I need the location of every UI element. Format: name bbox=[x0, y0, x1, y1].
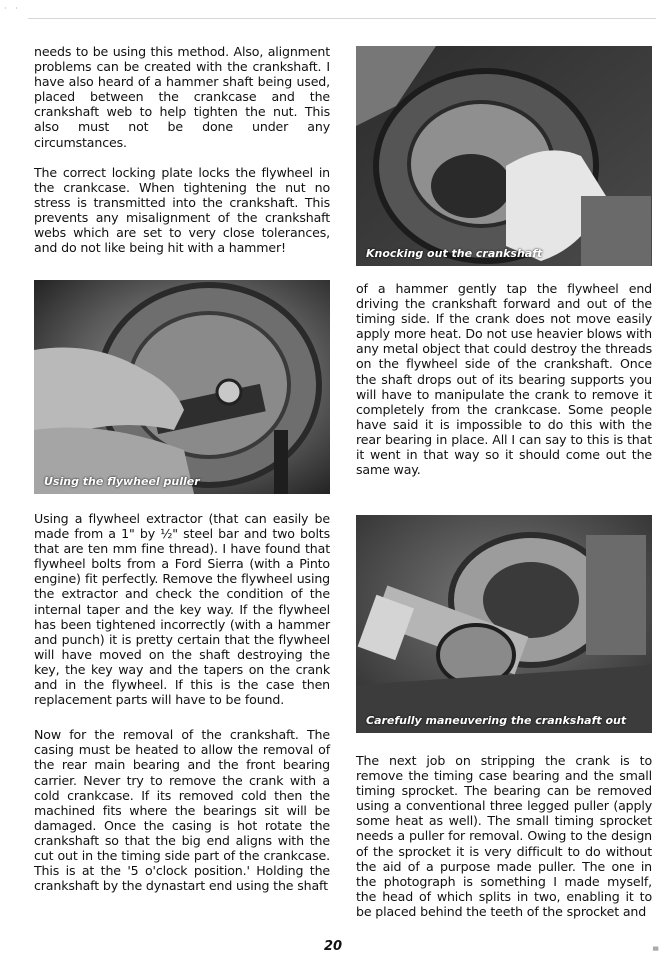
caption-flywheel-puller: Using the flywheel puller bbox=[44, 475, 200, 488]
scan-corner-mark: ▗▖ bbox=[650, 943, 661, 951]
left-column-top bbox=[34, 44, 330, 255]
right-column-bottom bbox=[356, 753, 652, 919]
header-rule bbox=[28, 18, 656, 19]
flywheel-puller-illustration bbox=[34, 280, 330, 494]
knocking-out-illustration bbox=[356, 46, 652, 266]
left-paragraph-4: Now for the removal of the crankshaft. The casing must be heated to allow the removal of the rear main bearing and the front bearing carrier. Never try to remove the crank with a cold crankcase. If its removed cold then the machined fits where the bearings sit will be damaged. Once the casing is hot rotate the crankshaft so that the big end aligns with the cut out in the timing side part of the crankcase. This is at the '5 o'clock position.' Holding the crankshaft by the dynastart end using the shaft bbox=[34, 727, 330, 894]
photo-knocking-out-crankshaft bbox=[356, 46, 652, 266]
left-paragraph-1: needs to be using this method. Also, alignment problems can be created with the crankshaft. I have also heard of a hammer shaft being used, placed between the crankcase and the crankshaft web to help tighten the nut. This also must not be done under any circumstances. bbox=[34, 44, 330, 150]
right-column-top bbox=[356, 281, 652, 477]
left-paragraph-3: Using a flywheel extractor (that can easily be made from a 1" by ½" steel bar and two bolts that are ten mm fine thread). I have found that flywheel bolts from a Ford Sierra (with a Pinto engine) fit perfectly. Remove the flywheel using the extractor and check the condition of the internal taper and the key way. If the flywheel has been tightened incorrectly (with a hammer and punch) it is pretty certain that the flywheel will have moved on the shaft destroying the key, the key way and the tapers on the crank and in the flywheel. If this is the case then replacement parts will have to be found. bbox=[34, 511, 330, 708]
caption-maneuvering: Carefully maneuvering the crankshaft out bbox=[366, 714, 627, 727]
right-paragraph-1: of a hammer gently tap the flywheel end driving the crankshaft forward and out of the timing side. If the crank does not move easily apply more heat. Do not use heavier blows with any metal object that could destroy the threads on the flywheel side of the crankshaft. Once the shaft drops out of its bearing supports you will have to manipulate the crank to remove it completely from the crankcase. Some people have said it is impossible to do this with the rear bearing in place. All I can say to this is that it went in that way so it should come out the same way. bbox=[356, 281, 652, 478]
maneuvering-illustration bbox=[356, 515, 652, 733]
left-paragraph-2: The correct locking plate locks the flywheel in the crankcase. When tightening the nut no stress is transmitted into the crankshaft. This prevents any misalignment of the crankshaft webs which are set to very close tolerances, and do not like being hit with a hammer! bbox=[34, 164, 330, 256]
photo-maneuvering-crankshaft bbox=[356, 515, 652, 733]
scan-specks: · · bbox=[4, 4, 21, 13]
photo-flywheel-puller bbox=[34, 280, 330, 494]
page-number: 20 bbox=[324, 939, 343, 954]
caption-knocking-out: Knocking out the crankshaft bbox=[366, 247, 543, 260]
right-paragraph-2: The next job on stripping the crank is to remove the timing case bearing and the small timing sprocket. The bearing can be removed using a conventional three legged puller (apply some heat as well). The small timing sprocket needs a puller for removal. Owing to the design of the sprocket it is very difficult to do without the aid of a purpose made puller. The one in the photograph is something I made myself, the head of which splits in two, enabling it to be placed behind the teeth of the sprocket and bbox=[356, 753, 652, 919]
left-column-bottom bbox=[34, 511, 330, 893]
